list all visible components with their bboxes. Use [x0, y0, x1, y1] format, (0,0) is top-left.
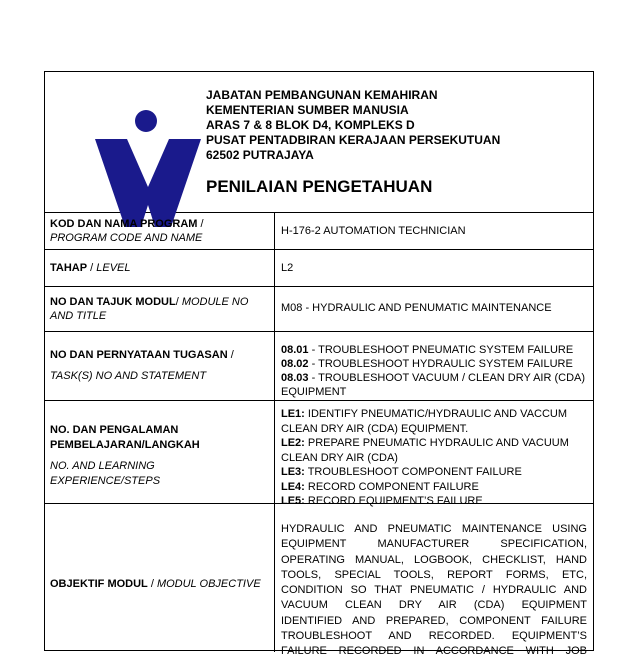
- objective-text: [281, 522, 587, 660]
- task-code: 08.02: [281, 358, 309, 370]
- experience-code: LE1:: [281, 408, 305, 420]
- task-list: [281, 343, 587, 399]
- task-label-sep: /: [227, 349, 234, 361]
- objective-label-sep: /: [147, 578, 157, 590]
- experience-code: LE5:: [281, 495, 305, 507]
- task-text: - TROUBLESHOOT HYDRAULIC SYSTEM FAILURE: [308, 358, 573, 370]
- objective-line: VACUUM CLEAN DRY AIR (CDA) EQUIPMENT: [281, 599, 587, 612]
- task-item: [281, 371, 587, 399]
- experience-text: PREPARE PNEUMATIC HYDRAULIC AND VACUUM CLEAN DRY AIR (CDA): [281, 437, 569, 464]
- objective-line: OPERATING MANUAL, LOGBOOK, CHECKLIST, HAND: [281, 553, 587, 566]
- program-label-italic: PROGRAM CODE AND NAME: [50, 232, 203, 244]
- objective-line: FAILURE RECORDED IN ACCORDANCE WITH JOB: [281, 645, 587, 658]
- task-code: 08.01: [281, 344, 309, 356]
- agency-logo: [93, 109, 203, 229]
- program-value: H-176-2 AUTOMATION TECHNICIAN: [281, 225, 466, 237]
- address-line: KEMENTERIAN SUMBER MANUSIA: [206, 103, 409, 117]
- task-label: [50, 348, 270, 383]
- experience-text: RECORD COMPONENT FAILURE: [304, 480, 479, 493]
- experience-list: [281, 407, 587, 509]
- experience-code: LE3:: [281, 466, 305, 478]
- task-text: - TROUBLESHOOT PNEUMATIC SYSTEM FAILURE: [308, 344, 574, 356]
- module-label-bold: NO DAN TAJUK MODUL: [50, 296, 176, 308]
- experience-item: [281, 465, 587, 480]
- task-label-bold: NO DAN PERNYATAAN TUGASAN: [50, 349, 228, 361]
- module-value: M08 - HYDRAULIC AND PENUMATIC MAINTENANCE: [281, 302, 552, 314]
- level-label-italic: LEVEL: [96, 262, 131, 274]
- objective-line: TROUBLESHOOT AND RECORDED. EQUIPMENT’S: [281, 630, 587, 643]
- module-row: [45, 286, 593, 332]
- experience-text: RECORD EQUIPMENT’S FAILURE: [304, 495, 483, 507]
- experience-code: LE2:: [281, 437, 305, 449]
- agency-address: [206, 88, 500, 163]
- level-label: [50, 261, 131, 275]
- experience-item: [281, 407, 587, 436]
- program-row: [45, 212, 593, 250]
- form-header: [45, 72, 593, 213]
- module-label-italic: MODULE NO AND TITLE: [50, 296, 249, 322]
- experience-label-bold: NO. DAN PENGALAMAN PEMBELAJARAN/LANGKAH: [50, 424, 200, 451]
- objective-line: CONDITION SO THAT PNEUMATIC / HYDRAULIC AND: [281, 584, 587, 597]
- experience-item: [281, 480, 587, 495]
- objective-line: HYDRAULIC AND PNEUMATIC MAINTENANCE USING: [281, 523, 587, 535]
- level-label-sep: /: [87, 262, 97, 274]
- module-label: [50, 295, 265, 323]
- form-title: PENILAIAN PENGETAHUAN: [206, 177, 433, 196]
- experience-text: IDENTIFY PNEUMATIC/HYDRAULIC AND VACCUM CLEAN DRY AIR (CDA) EQUIPMENT.: [281, 408, 568, 435]
- task-item: [281, 357, 587, 371]
- objective-label-italic: MODUL OBJECTIVE: [156, 578, 261, 590]
- objective-line: EQUIPMENT MANUFACTURER SPECIFICATION,: [281, 538, 587, 551]
- form-frame: [44, 71, 594, 658]
- experience-code: LE4:: [281, 480, 305, 493]
- address-line: 62502 PUTRAJAYA: [206, 148, 314, 162]
- address-line: PUSAT PENTADBIRAN KERAJAAN PERSEKUTUAN: [206, 133, 501, 147]
- task-text: - TROUBLESHOOT VACUUM / CLEAN DRY AIR (CDA) EQUIPMENT: [281, 372, 586, 398]
- task-row: [45, 331, 593, 401]
- address-line: ARAS 7 & 8 BLOK D4, KOMPLEKS D: [206, 118, 415, 132]
- level-row: [45, 249, 593, 287]
- module-label-sep: /: [175, 296, 182, 308]
- level-label-bold: TAHAP: [50, 262, 88, 274]
- experience-text: TROUBLESHOOT COMPONENT FAILURE: [304, 466, 522, 478]
- program-label: [50, 217, 270, 245]
- level-value: L2: [281, 262, 294, 274]
- program-label-bold: KOD DAN NAMA PROGRAM: [50, 218, 198, 230]
- address-line: JABATAN PEMBANGUNAN KEMAHIRAN: [206, 88, 438, 102]
- objective-label: [50, 577, 261, 591]
- task-label-italic: TASK(S) NO AND STATEMENT: [50, 370, 207, 382]
- objective-line: TOOLS, SPECIAL TOOLS, REPORT FORMS, ETC,: [281, 568, 587, 581]
- experience-item: [281, 436, 587, 465]
- experience-label-italic: NO. AND LEARNING EXPERIENCE/STEPS: [50, 460, 161, 487]
- objective-line: IDENTIFIED AND PREPARED, COMPONENT FAILURE: [281, 614, 587, 627]
- program-label-sep: /: [197, 218, 204, 230]
- task-item: [281, 343, 587, 357]
- objective-label-bold: OBJEKTIF MODUL: [50, 578, 148, 590]
- experience-row: [45, 400, 593, 507]
- task-code: 08.03: [281, 372, 309, 384]
- experience-label: [50, 423, 230, 489]
